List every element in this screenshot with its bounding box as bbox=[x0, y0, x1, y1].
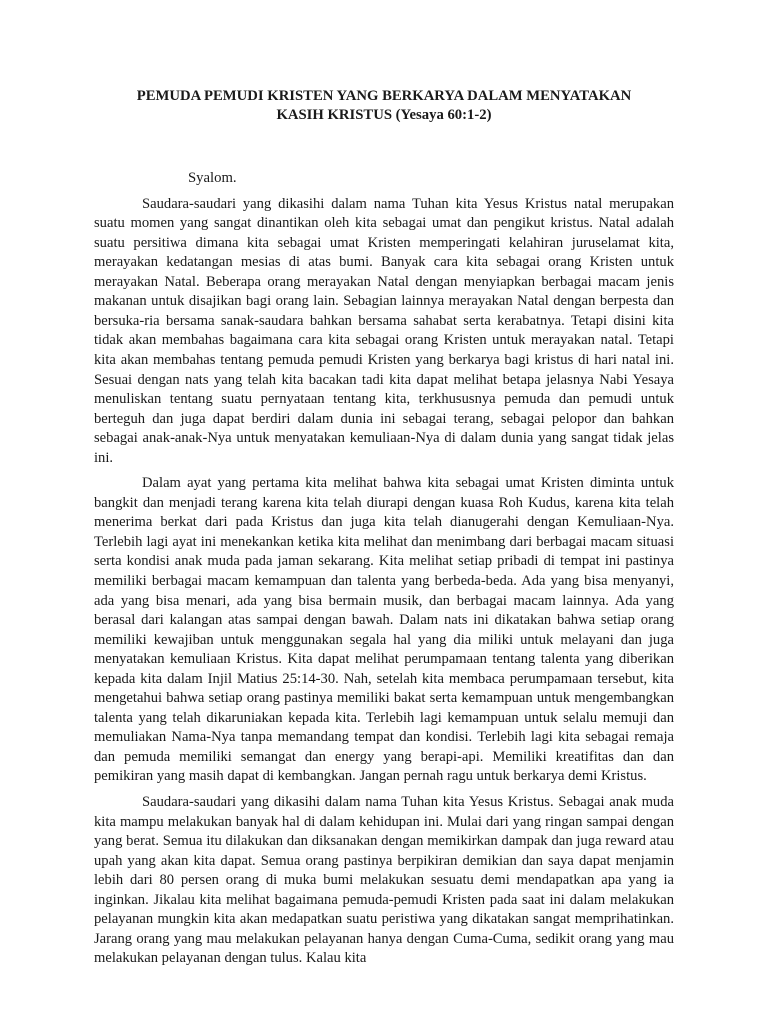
document-title bbox=[94, 87, 674, 125]
title-line-2: KASIH KRISTUS (Yesaya 60:1-2) bbox=[276, 107, 492, 123]
paragraph-2: Dalam ayat yang pertama kita melihat bahwa kita sebagai umat Kristen diminta untuk bangkit dan menjadi terang karena kita telah diurapi dengan kuasa Roh Kudus, karena kita telah menerima berkat dari pada Kristus dan juga kita telah dianugerahi dengan Kemuliaan-Nya. Terlebih lagi ayat ini menekankan ketika kita melihat dan menimbang dari berbagai macam situasi serta kondisi anak muda pada jaman sekarang. Kita melihat setiap pribadi di tempat ini pastinya memiliki berbagai macam kemampuan dan talenta yang berbeda-beda. Ada yang bisa menyanyi, ada yang bisa menari, ada yang bisa bermain musik, dan berbagai macam lainnya. Ada yang berasal dari kalangan atas sampai dengan bawah. Dalam nats ini dikatakan bahwa setiap orang memiliki kewajiban untuk menggunakan segala hal yang dia miliki untuk melayani dan juga menyatakan kemuliaan Kristus. Kita dapat melihat perumpamaan tentang talenta yang diberikan kepada kita dalam Injil Matius 25:14-30. Nah, setelah kita membaca perumpamaan tersebut, kita mengetahui bahwa setiap orang pastinya memiliki bakat serta kemampuan untuk mengembangkan talenta yang telah dikaruniakan kepada kita. Terlebih lagi kemampuan untuk selalu memuji dan memuliakan Nama-Nya tanpa memandang tempat dan kondisi. Terlebih lagi kita sebagai remaja dan pemuda memiliki semangat dan energy yang berapi-api. Memiliki kreatifitas dan dan pemikiran yang masih dapat di kembangkan. Jangan pernah ragu untuk berkarya demi Kristus. bbox=[94, 475, 674, 785]
paragraph-1: Saudara-saudari yang dikasihi dalam nama Tuhan kita Yesus Kristus natal merupakan suatu momen yang sangat dinantikan oleh kita sebagai umat dan pengikut kristus. Natal adalah suatu persitiwa dimana kita sebagai umat Kristen memperingati kelahiran juruselamat kita, merayakan kedatangan mesias di atas bumi. Banyak cara kita sebagai orang Kristen untuk merayakan Natal. Beberapa orang merayakan Natal dengan menyiapkan berbagai macam jenis makanan untuk disajikan bagi orang lain. Sebagian lainnya merayakan Natal dengan berpesta dan bersuka-ria bersama sanak-saudara bahkan bersama sahabat serta kerabatnya. Tetapi disini kita tidak akan membahas bagaimana cara kita sebagai orang Kristen untuk merayakan natal. Tetapi kita akan membahas tentang pemuda pemudi Kristen yang berkarya bagi kristus di hari natal ini. Sesuai dengan nats yang telah kita bacakan tadi kita dapat melihat betapa jelasnya Nabi Yesaya menuliskan tentang suatu pernyataan tentang kita, terkhususnya pemuda dan pemudi untuk berteguh dan juga dapat berdiri dalam dunia ini sebagai terang, sebagai pelopor dan bahkan sebagai anak-anak-Nya untuk menyatakan kemuliaan-Nya di dalam dunia yang sangat tidak jelas ini. bbox=[94, 195, 674, 466]
title-line-1: PEMUDA PEMUDI KRISTEN YANG BERKARYA DALAM MENYATAKAN bbox=[136, 88, 632, 104]
greeting: Syalom. bbox=[188, 170, 237, 186]
paragraph-3: Saudara-saudari yang dikasihi dalam nama Tuhan kita Yesus Kristus. Sebagai anak muda kita mampu melakukan banyak hal di dalam kehidupan ini. Mulai dari yang ringan sampai dengan yang berat. Semua itu dilakukan dan diksanakan dengan memikirkan dampak dan juga reward atau upah yang akan kita dapat. Semua orang pastinya berpikiran demikian dan saya dapat menjamin lebih dari 80 persen orang di muka bumi melakukan sesuatu demi mendapatkan apa yang ia inginkan. Jikalau kita melihat bagaimana pemuda-pemudi Kristen pada saat ini dalam melakukan pelayanan mungkin kita akan medapatkan suatu peristiwa yang dikatakan sangat memprihatinkan. Jarang orang yang mau melakukan pelayanan hanya dengan Cuma-Cuma, sedikit orang yang mau melakukan pelayanan dengan tulus. Kalau kita bbox=[94, 794, 674, 967]
